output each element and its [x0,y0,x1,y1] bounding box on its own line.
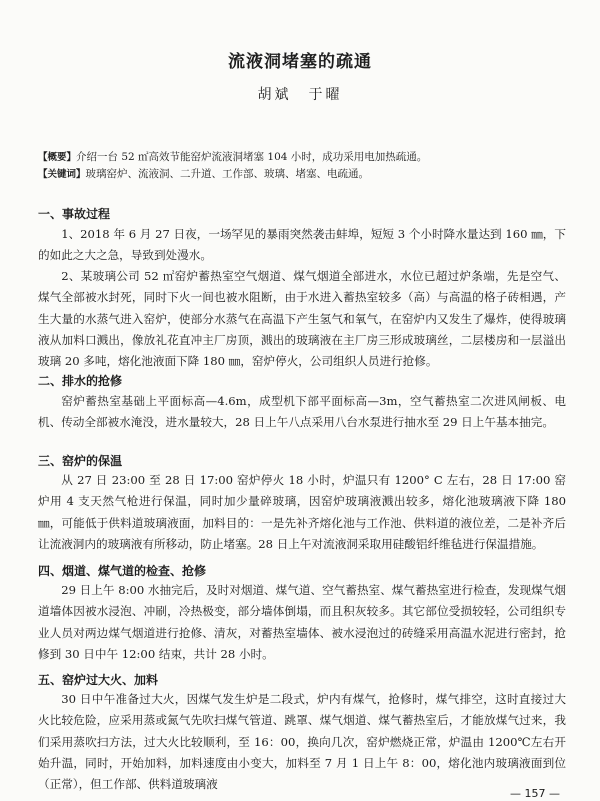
section-heading: 一、事故过程 [38,207,111,221]
article-title: 流液洞堵塞的疏通 [228,52,372,72]
keywords-tag: 【关键词】 [38,169,86,180]
abstract-tag: 【概要】 [38,152,77,163]
paragraph: 窑炉蓄热室基础上平面标高—4.6m，成型机下部平面标高—3m，空气蓄热室二次进风闸板、电机、传动全部被水淹没，进水量较大，28 日上午八点采用八台水泵进行抽水至 29 日上午基本抽完。 [38,394,566,430]
page-number: — 157 — [510,787,560,800]
paragraph: 2、某玻璃公司 52 ㎡窑炉蓄热室空气烟道、煤气烟道全部进水，水位已超过炉条端，先是空气、煤气全部被水封死，同时下火一间也被水阻断，由于水进入蓄热室较多（高）与高温的格子砖相遇，产生大量的水蒸气进入窑炉，使部分水蒸气在高温下产生氢气和氧气，在窑炉内又发生了爆炸，使得玻璃液从加料口溅出，像放礼花直冲主厂房顶，溅出的玻璃液在主厂房三形成玻璃丝，二层楼房和一层溢出玻璃 20 多吨，熔化池液面下降 180 ㎜，窑炉停火，公司组织人员进行抢修。 [38,269,566,369]
abstract [38,150,578,165]
keywords [38,167,578,182]
section-heading: 五、窑炉过大火、加料 [38,673,159,687]
section-heading: 二、排水的抢修 [38,374,123,388]
paragraph: 从 27 日 23:00 至 28 日 17:00 窑炉停火 18 小时，炉温只有 1200° C 左右，28 日 17:00 窑炉用 4 支天然气枪进行保温，同时加少量碎玻璃，因窑炉玻璃液溅出较多，熔化池玻璃液下降 180 ㎜，可能低于供料道玻璃液面，加料目的：一是先补齐熔化池与工作池、供料道的液位差，二是补齐后让流液洞内的玻璃液有所移动，防止堵塞。28 日上午对流液洞采取用硅酸铝纤维毡进行保温措施。 [38,473,566,551]
paragraph: 29 日上午 8:00 水抽完后，及时对烟道、煤气道、空气蓄热室、煤气蓄热室进行检查，发现煤气烟道墙体因被水浸泡、冲刷，冷热极变，部分墙体倒塌，而且积灰较多。其它部位受损较轻，公司组织专业人员对两边煤气烟道进行抢修、清灰，对蓄热室墙体、被水浸泡过的砖缝采用高温水泥进行密封，抢修到 30 日中午 12:00 结束，共计 28 小时。 [38,583,566,661]
section-heading: 四、烟道、煤气道的检查、抢修 [38,564,207,578]
article-authors: 胡斌 于曜 [257,87,343,103]
abstract-text: 介绍一台 52 ㎡高效节能窑炉流液洞堵塞 104 小时，成功采用电加热疏通。 [76,151,428,163]
paragraph: 30 日中午准备过大火，因煤气发生炉是二段式，炉内有煤气，抢修时，煤气排空，这时直接过大火比较危险，应采用蒸或氮气先吹扫煤气管道、跳罩、煤气烟道、煤气蓄热室后，才能放煤气过来，我们采用蒸吹扫方法，过大火比较顺利，至 16：00，换向几次，窑炉燃烧正常，炉温由 1200℃左右开始升温，同时，开始加料，加料速度由小变大，加料至 7 月 1 日上午 8：00，熔化池内玻璃液面到位（正常），但工作部、供料道玻璃液 [38,692,566,792]
keywords-text: 玻璃窑炉、流液洞、二升道、工作部、玻璃、堵塞、电疏通。 [85,168,370,180]
paragraph: 1、2018 年 6 月 27 日夜，一场罕见的暴雨突然袭击蚌埠，短短 3 个小时降水量达到 160 ㎜，下的如此之大之急，导致到处漫水。 [38,227,566,263]
section-heading: 三、窑炉的保温 [38,454,123,468]
